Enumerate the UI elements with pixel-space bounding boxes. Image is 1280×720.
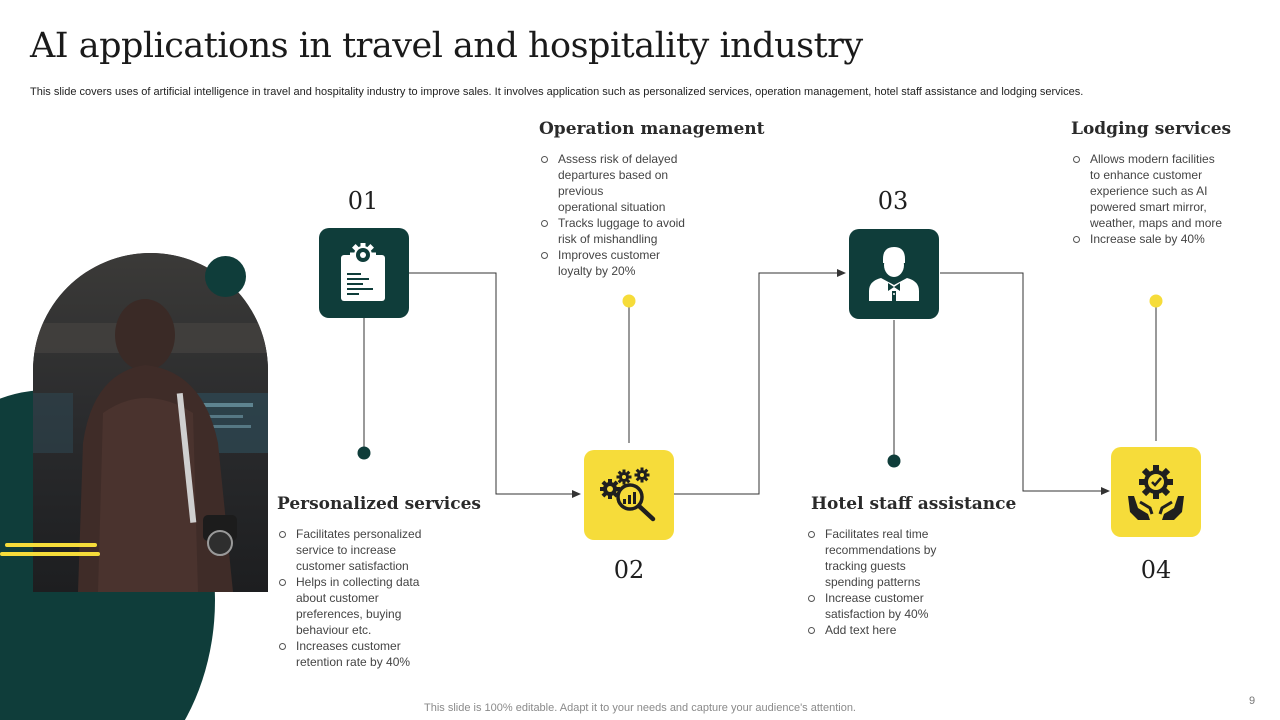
- hotel-staff-icon: [867, 245, 921, 303]
- bullet-item: Facilitates real time recommendations by tracking guests spending patterns: [806, 526, 986, 590]
- step-tile-03: [849, 229, 939, 319]
- step-tile-04: [1111, 447, 1201, 537]
- page-number: 9: [1249, 695, 1256, 707]
- bullet-item: Tracks luggage to avoid risk of mishandling: [539, 215, 719, 247]
- bullet-item: Increase customer satisfaction by 40%: [806, 590, 986, 622]
- bullet-item: Add text here: [806, 622, 986, 638]
- bullet-item: Increases customer retention rate by 40%: [277, 638, 457, 670]
- step-number-03: 03: [877, 187, 909, 215]
- step-tile-02: [584, 450, 674, 540]
- bullet-item: Increase sale by 40%: [1071, 231, 1261, 247]
- hands-gear-icon: [1126, 462, 1186, 522]
- bullet-item: Helps in collecting data about customer preferences, buying behaviour etc.: [277, 574, 457, 638]
- slide-title: AI applications in travel and hospitality industry: [30, 26, 863, 66]
- step-heading-04: Lodging services: [1071, 119, 1232, 139]
- step-bullets-04: [1071, 151, 1261, 247]
- step-tile-01: [319, 228, 409, 318]
- bullet-item: Allows modern facilities to enhance customer experience such as AI powered smart mirror, weather, maps and more: [1071, 151, 1261, 231]
- clipboard-gear-icon: [338, 243, 390, 303]
- step-bullets-02: [539, 151, 719, 279]
- step-number-02: 02: [613, 556, 645, 584]
- footer-note: This slide is 100% editable. Adapt it to your needs and capture your audience's attention.: [424, 702, 856, 714]
- step-heading-01: Personalized services: [277, 494, 481, 514]
- bullet-item: Assess risk of delayed departures based on previous operational situation: [539, 151, 719, 215]
- step-number-01: 01: [347, 187, 379, 215]
- bullet-item: Facilitates personalized service to increase customer satisfaction: [277, 526, 457, 574]
- bullet-item: Improves customer loyalty by 20%: [539, 247, 719, 279]
- step-bullets-03: [806, 526, 986, 638]
- gears-magnifier-icon: [598, 467, 660, 523]
- step-heading-03: Hotel staff assistance: [811, 494, 1017, 514]
- step-number-04: 04: [1140, 556, 1172, 584]
- step-heading-02: Operation management: [539, 119, 765, 139]
- step-bullets-01: [277, 526, 457, 670]
- slide-subtitle: This slide covers uses of artificial intelligence in travel and hospitality industry to improve sales. It involves application such as personalized services, operation management, hotel staff assistance and lodging services.: [30, 86, 1084, 98]
